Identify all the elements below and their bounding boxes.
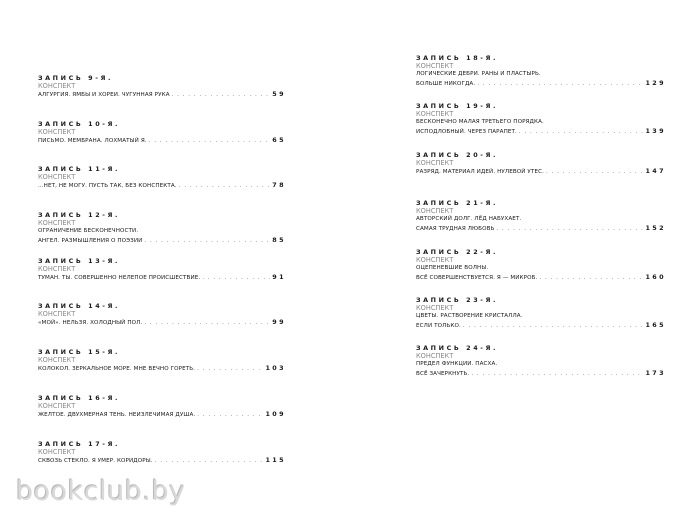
entry-last-line: ПИСЬМО. МЕМБРАНА. ЛОХМАТЫЙ Я.: [38, 137, 147, 144]
entry-last-line: ЕСЛИ ТОЛЬКО.: [416, 322, 461, 329]
toc-entry: [38, 257, 286, 303]
dot-leader: [144, 319, 270, 328]
page-number: 147: [645, 166, 666, 175]
toc-entry: [416, 296, 666, 344]
page-number: 173: [645, 369, 666, 378]
toc-row: [38, 236, 286, 246]
entry-last-line: ТУМАН. ТЫ. СОВЕРШЕННО НЕЛЕПОЕ ПРОИСШЕСТВИЕ.: [38, 274, 201, 281]
entry-line: БЕСКОНЕЧНО МАЛАЯ ТРЕТЬЕГО ПОРЯДКА.: [416, 119, 544, 126]
entry-title: ЗАПИСЬ 20-Я.: [416, 150, 499, 159]
page-number: 139: [645, 127, 666, 136]
page-number: 91: [272, 272, 286, 281]
toc-entry: [416, 151, 666, 199]
dot-leader: [477, 80, 643, 89]
toc-row: [38, 181, 286, 191]
entry-subtitle: КОНСПЕКТ: [416, 352, 454, 361]
entry-subtitle: КОНСПЕКТ: [38, 264, 76, 273]
toc-right-column: [416, 54, 666, 393]
toc-row: [416, 79, 666, 89]
dot-leader: [539, 274, 643, 283]
toc-row: [38, 364, 286, 374]
entry-subtitle: КОНСПЕКТ: [38, 447, 76, 456]
entry-subtitle: КОНСПЕКТ: [416, 255, 454, 264]
entry-last-line: ЖЕЛТОЕ. ДВУХМЕРНАЯ ТЕНЬ. НЕИЗЛЕЧИМАЯ ДУША.: [38, 411, 196, 418]
dot-leader: [179, 182, 271, 191]
entry-title: ЗАПИСЬ 15-Я.: [38, 348, 121, 357]
dot-leader: [155, 457, 264, 466]
toc-row: [38, 273, 286, 283]
toc-row: [38, 456, 286, 466]
entry-last-line: АЛГУРГИЯ. ЯМБЫ И ХОРЕИ. ЧУГУННАЯ РУКА: [38, 92, 170, 98]
toc-entry: [416, 344, 666, 392]
entry-title: ЗАПИСЬ 10-Я.: [38, 119, 121, 128]
page-number: 103: [265, 364, 286, 373]
entry-subtitle: КОНСПЕКТ: [416, 303, 454, 312]
entry-line: ОЦЕПЕНЕВШИЕ ВОЛНЫ.: [416, 264, 489, 271]
toc-row: [416, 369, 666, 379]
toc-row: [416, 127, 666, 137]
toc-left-column: [38, 74, 286, 485]
toc-entry: [38, 348, 286, 394]
dot-leader: [496, 225, 643, 234]
toc-row: [38, 136, 286, 146]
entry-line: ОГРАНИЧЕНИЕ БЕСКОНЕЧНОСТИ.: [38, 228, 139, 235]
toc-entry: [38, 165, 286, 211]
entry-last-line: САМАЯ ТРУДНАЯ ЛЮБОВЬ: [416, 226, 495, 233]
entry-line: ЦВЕТЫ. РАСТВОРЕНИЕ КРИСТАЛЛА.: [416, 312, 523, 319]
page-number: 152: [645, 224, 666, 233]
entry-title: ЗАПИСЬ 23-Я.: [416, 295, 499, 304]
entry-title: ЗАПИСЬ 17-Я.: [38, 439, 121, 448]
entry-line: ЛОГИЧЕСКИЕ ДЕБРИ. РАНЫ И ПЛАСТЫРЬ.: [416, 71, 541, 77]
dot-leader: [149, 137, 271, 146]
entry-last-line: АНГЕЛ. РАЗМЫШЛЕНИЯ О ПОЭЗИИ: [38, 238, 143, 245]
entry-subtitle: КОНСПЕКТ: [38, 173, 76, 182]
toc-row: [416, 321, 666, 331]
toc-row: [416, 273, 666, 283]
toc-entry: [38, 211, 286, 257]
entry-title: ЗАПИСЬ 22-Я.: [416, 247, 499, 256]
page-number: 59: [272, 90, 286, 98]
entry-title: ЗАПИСЬ 12-Я.: [38, 211, 121, 220]
entry-title: ЗАПИСЬ 11-Я.: [38, 165, 121, 174]
page-number: 78: [272, 181, 286, 190]
entry-subtitle: КОНСПЕКТ: [38, 310, 76, 319]
entry-subtitle: КОНСПЕКТ: [38, 82, 76, 90]
toc-row: [38, 318, 286, 328]
entry-subtitle: КОНСПЕКТ: [416, 207, 454, 216]
toc-row: [38, 410, 286, 420]
entry-subtitle: КОНСПЕКТ: [38, 219, 76, 228]
entry-last-line: КОЛОКОЛ. ЗЕРКАЛЬНОЕ МОРЕ. МНЕ ВЕЧНО ГОРЕТЬ.: [38, 366, 196, 373]
dot-leader: [144, 237, 270, 246]
toc-row: [416, 224, 666, 234]
entry-subtitle: КОНСПЕКТ: [416, 158, 454, 167]
page-number: 160: [645, 272, 666, 281]
watermark-text: bookclub.by: [16, 476, 186, 507]
entry-subtitle: КОНСПЕКТ: [38, 401, 76, 410]
page-number: 65: [272, 135, 286, 144]
dot-leader: [519, 128, 644, 137]
toc-row: [38, 90, 286, 100]
entry-title: ЗАПИСЬ 21-Я.: [416, 199, 499, 208]
entry-last-line: ВСЁ ЗАЧЕРКНУТЬ.: [416, 371, 470, 378]
entry-title: ЗАПИСЬ 16-Я.: [38, 393, 121, 402]
entry-last-line: ВСЁ СОВЕРШЕНСТВУЕТСЯ. Я — МИКРОБ.: [416, 274, 538, 281]
entry-title: ЗАПИСЬ 9-Я.: [38, 74, 114, 82]
toc-entry: [38, 302, 286, 348]
entry-last-line: БОЛЬШЕ НИКОГДА.: [416, 81, 476, 87]
dot-leader: [463, 322, 644, 331]
page-number: 165: [645, 320, 666, 329]
toc-entry: [416, 199, 666, 247]
page-number: 99: [272, 318, 286, 327]
toc-entry: [38, 120, 286, 166]
dot-leader: [546, 168, 643, 177]
entry-last-line: «МОЙ». НЕЛЬЗЯ. ХОЛОДНЫЙ ПОЛ.: [38, 320, 143, 327]
toc-entry: [416, 248, 666, 296]
page-number: 85: [272, 236, 286, 245]
page-number: 115: [265, 455, 286, 464]
page-number: 109: [265, 409, 286, 418]
entry-title: ЗАПИСЬ 13-Я.: [38, 256, 121, 265]
toc-row: [416, 167, 666, 177]
entry-line: АВТОРСКИЙ ДОЛГ. ЛЁД НАБУХАЕТ.: [416, 216, 522, 223]
dot-leader: [197, 411, 263, 420]
entry-title: ЗАПИСЬ 19-Я.: [416, 102, 499, 111]
entry-title: ЗАПИСЬ 18-Я.: [416, 54, 499, 62]
entry-subtitle: КОНСПЕКТ: [38, 127, 76, 136]
dot-leader: [197, 365, 263, 374]
page-number: 129: [645, 79, 666, 87]
dot-leader: [202, 274, 270, 283]
entry-subtitle: КОНСПЕКТ: [416, 62, 454, 70]
toc-entry: [38, 394, 286, 440]
entry-title: ЗАПИСЬ 24-Я.: [416, 344, 499, 353]
toc-entry: [416, 102, 666, 150]
entry-last-line: РАЗРЯД. МАТЕРИАЛ ИДЕЙ. НУЛЕВОЙ УТЕС.: [416, 168, 544, 175]
toc-entry: [416, 54, 666, 102]
entry-last-line: ...НЕТ, НЕ МОГУ. ПУСТЬ ТАК, БЕЗ КОНСПЕКТА.: [38, 183, 177, 190]
dot-leader: [172, 91, 271, 100]
entry-title: ЗАПИСЬ 14-Я.: [38, 302, 121, 311]
dot-leader: [471, 370, 643, 379]
entry-subtitle: КОНСПЕКТ: [416, 110, 454, 119]
toc-entry: [38, 74, 286, 120]
entry-last-line: СКВОЗЬ СТЕКЛО. Я УМЕР. КОРИДОРЫ.: [38, 457, 153, 464]
entry-subtitle: КОНСПЕКТ: [38, 356, 76, 365]
entry-line: ПРЕДЕЛ ФУНКЦИИ. ПАСХА.: [416, 361, 498, 368]
entry-last-line: ИСПОДЛОБНЫЙ. ЧЕРЕЗ ПАРАПЕТ.: [416, 129, 517, 136]
